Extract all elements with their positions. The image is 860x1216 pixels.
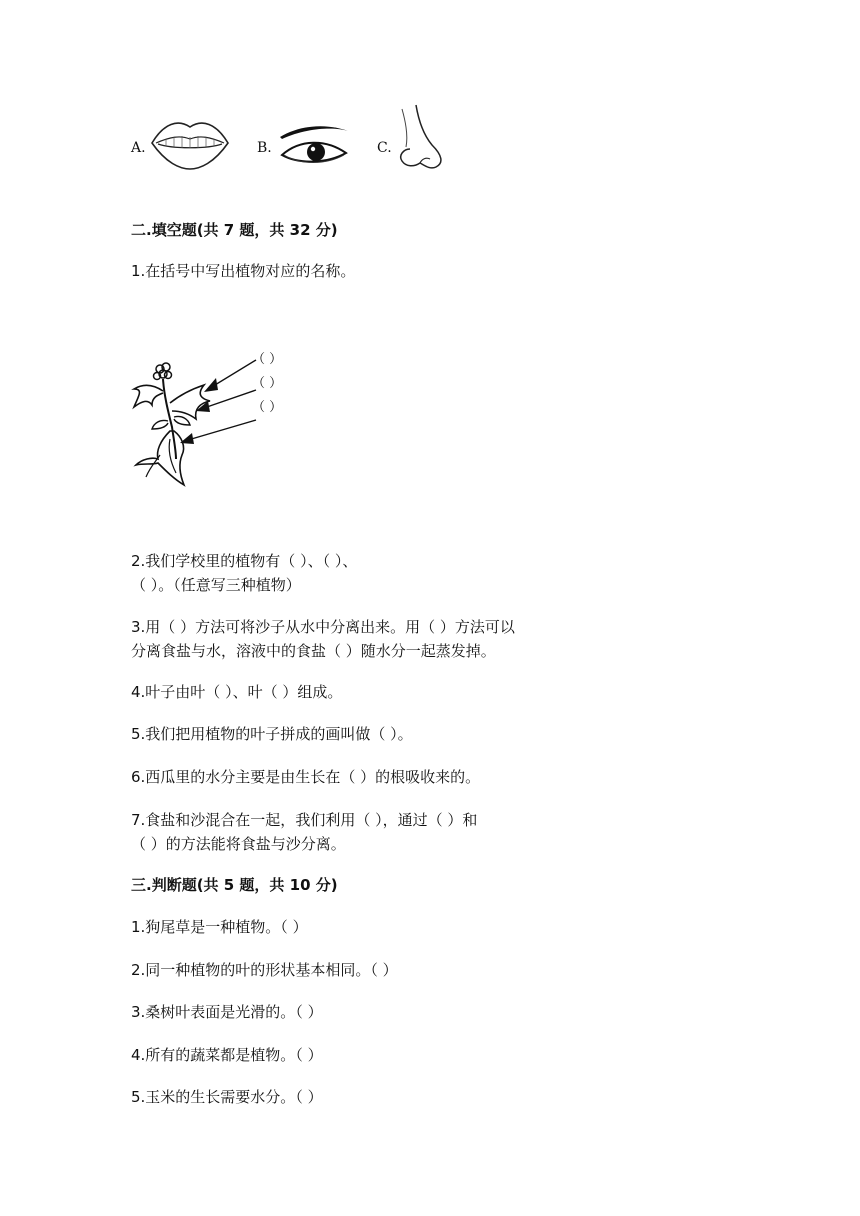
question-2-4: 4.叶子由叶（ ）、叶（ ）组成。 bbox=[131, 683, 343, 701]
option-a-label: A. bbox=[131, 140, 146, 156]
section-2-title: 二.填空题(共 7 题，共 32 分) bbox=[131, 221, 338, 239]
question-2-7-line1: 7.食盐和沙混合在一起，我们利用（ ），通过（ ）和 bbox=[131, 811, 478, 829]
question-3-5: 5.玉米的生长需要水分。（ ） bbox=[131, 1088, 323, 1106]
question-2-7-line2: （ ）的方法能将食盐与沙分离。 bbox=[131, 835, 346, 853]
question-2-6: 6.西瓜里的水分主要是由生长在（ ）的根吸收来的。 bbox=[131, 768, 481, 786]
eye-icon bbox=[276, 123, 352, 171]
question-3-1: 1.狗尾草是一种植物。（ ） bbox=[131, 918, 308, 936]
question-2-3-line2: 分离食盐与水，溶液中的食盐（ ）随水分一起蒸发掉。 bbox=[131, 642, 496, 660]
question-3-3: 3.桑树叶表面是光滑的。（ ） bbox=[131, 1003, 323, 1021]
mouth-icon bbox=[148, 115, 232, 173]
question-2-2-line1: 2.我们学校里的植物有（ ）、（ ）、 bbox=[131, 552, 358, 570]
arrow-2 bbox=[194, 384, 260, 414]
question-2-5: 5.我们把用植物的叶子拼成的画叫做（ ）。 bbox=[131, 725, 413, 743]
question-2-1: 1.在括号中写出植物对应的名称。 bbox=[131, 262, 356, 280]
question-2-3-line1: 3.用（ ）方法可将沙子从水中分离出来。用（ ）方法可以 bbox=[131, 618, 515, 636]
option-b-label: B. bbox=[257, 140, 272, 156]
plant-blank-3[interactable]: （ ） bbox=[252, 400, 283, 415]
question-2-2-line2: （ ）。（任意写三种植物） bbox=[131, 576, 301, 594]
question-3-4: 4.所有的蔬菜都是植物。（ ） bbox=[131, 1046, 323, 1064]
nose-icon bbox=[396, 103, 448, 173]
plant-blank-1[interactable]: （ ） bbox=[252, 352, 283, 367]
question-3-2: 2.同一种植物的叶的形状基本相同。（ ） bbox=[131, 961, 398, 979]
arrow-3 bbox=[178, 414, 260, 446]
section-3-title: 三.判断题(共 5 题，共 10 分) bbox=[131, 876, 338, 894]
option-c-label: C. bbox=[377, 140, 392, 156]
plant-blank-2[interactable]: （ ） bbox=[252, 376, 283, 391]
